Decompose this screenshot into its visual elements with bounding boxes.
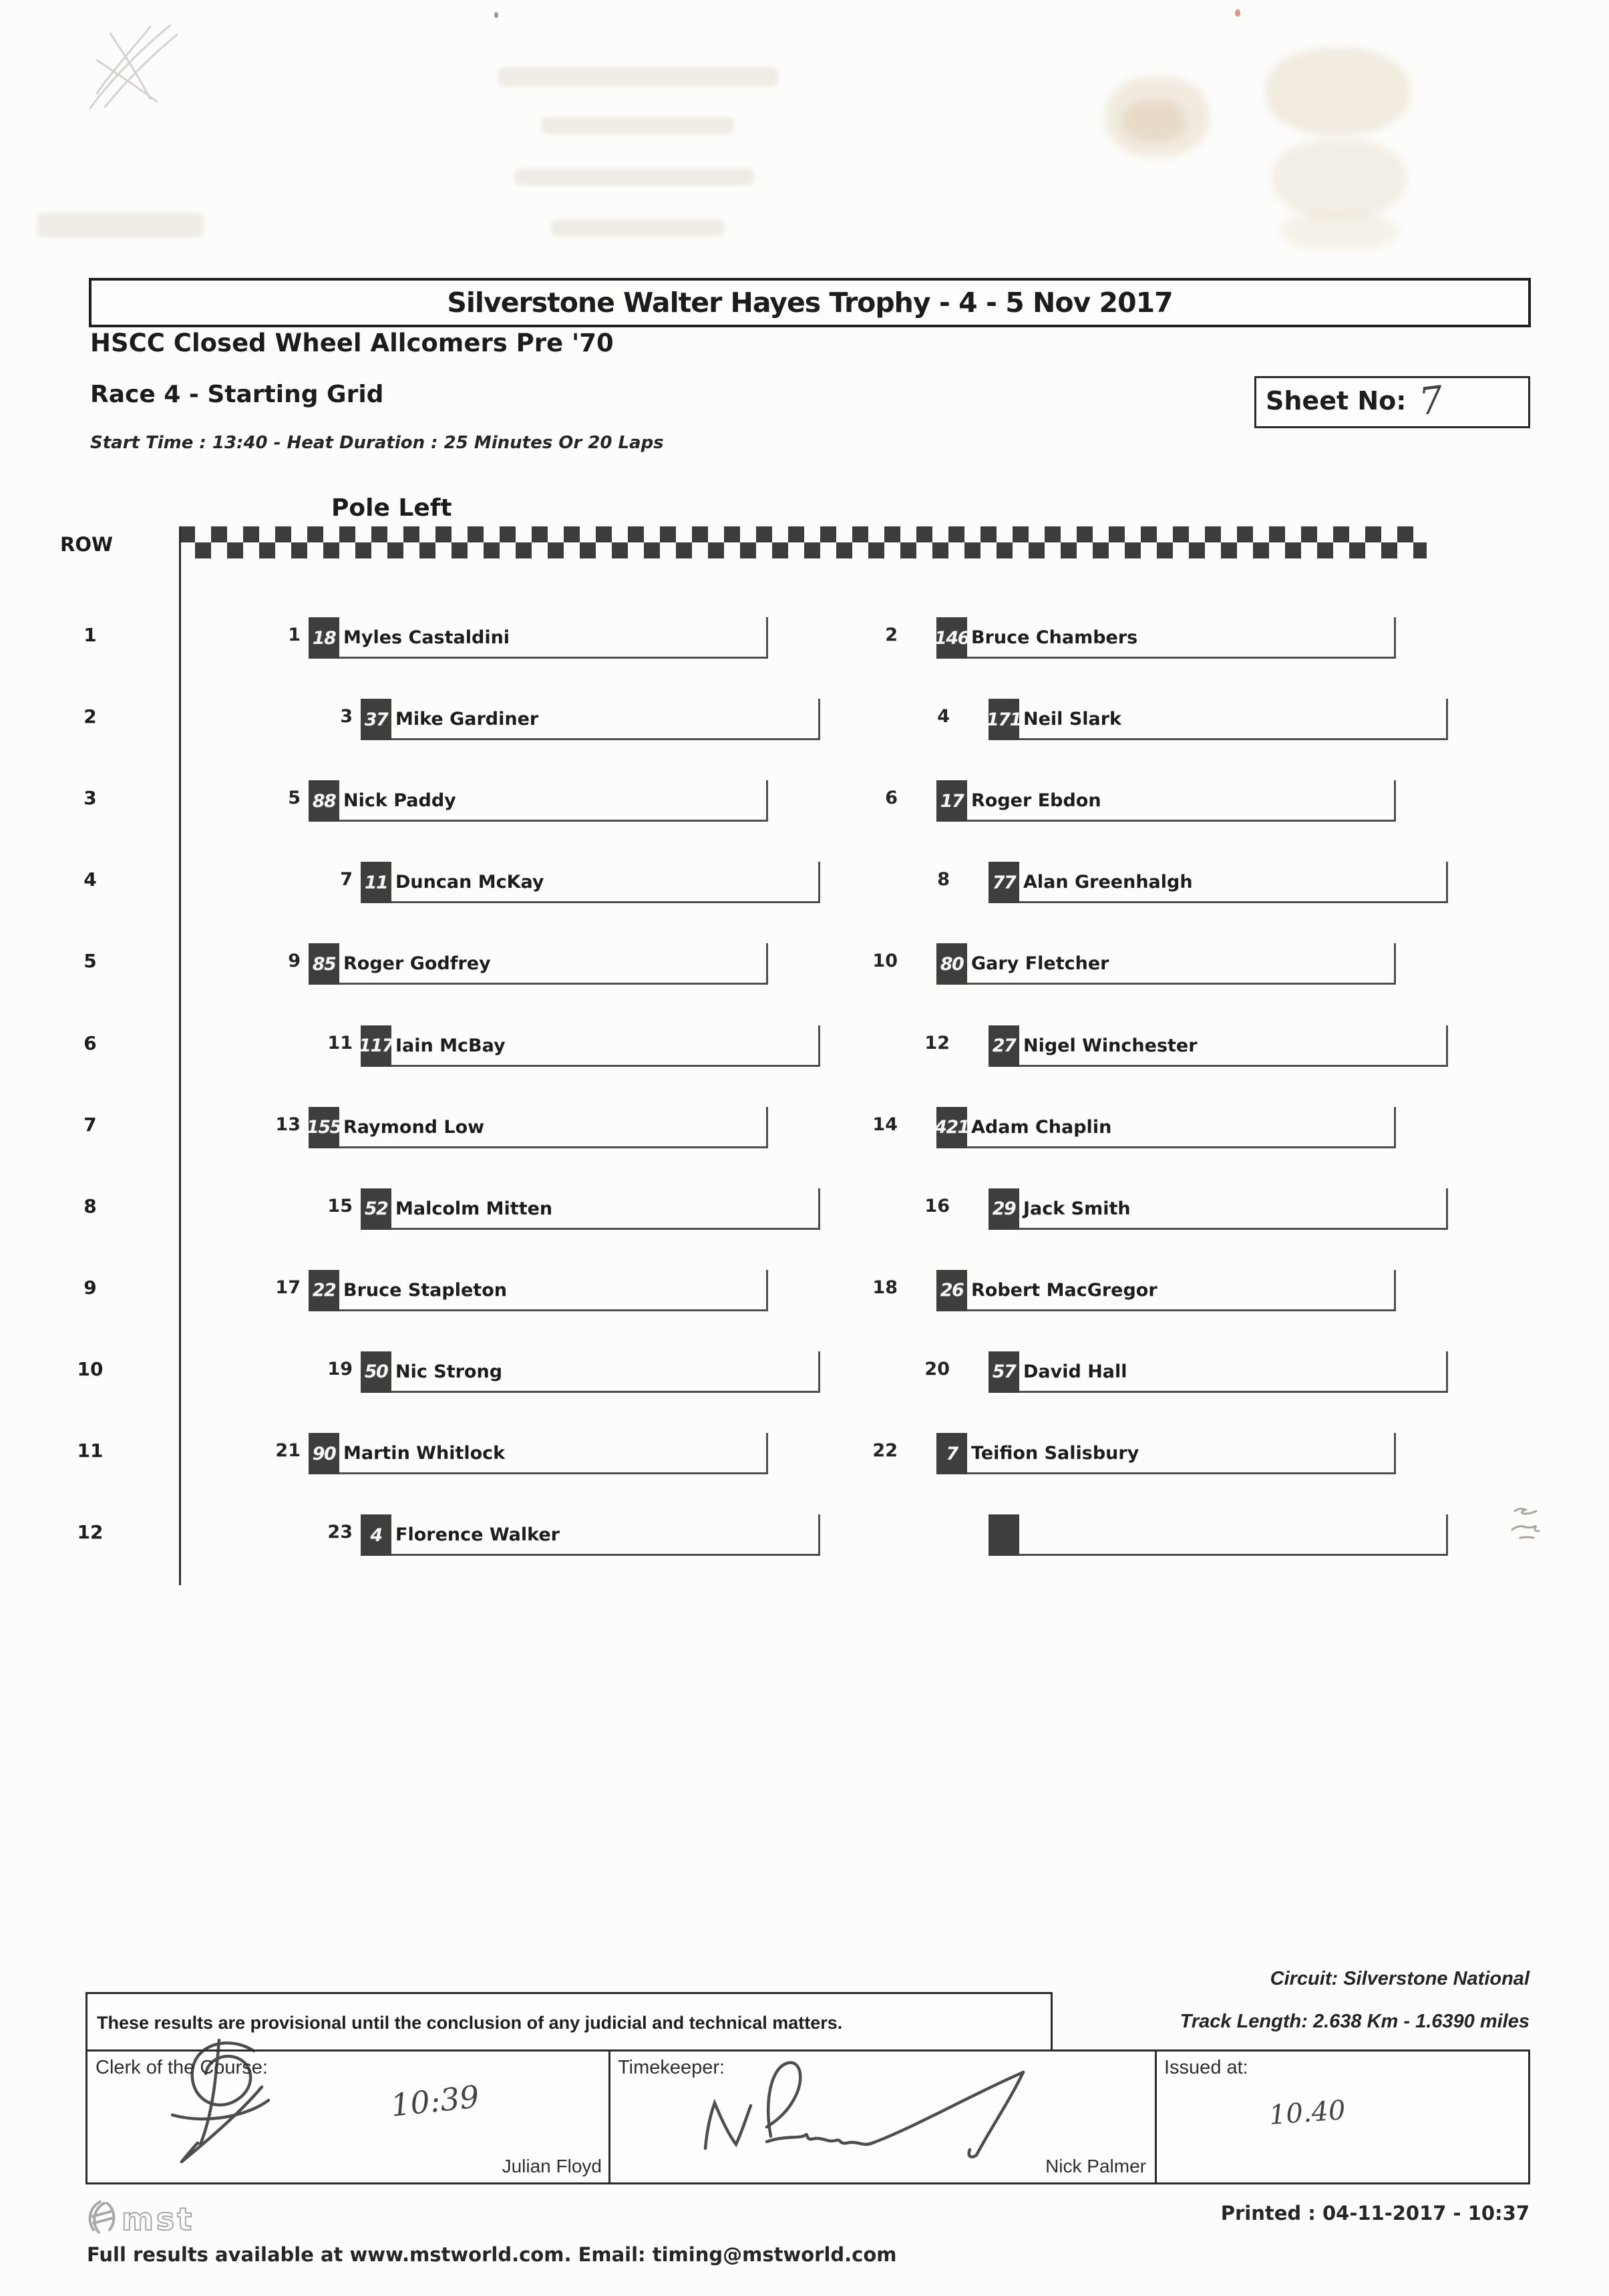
car-number-box xyxy=(989,1188,1019,1230)
car-number: 29 xyxy=(992,1198,1016,1220)
grid-slot-end-tick xyxy=(766,943,768,985)
event-title: Silverstone Walter Hayes Trophy - 4 - 5 Nov 2017 xyxy=(447,287,1173,319)
driver-name: Raymond Low xyxy=(343,1116,485,1138)
car-number-box xyxy=(989,1351,1019,1393)
grid-slot-underline xyxy=(989,738,1448,740)
mst-logo-text: mst xyxy=(122,2201,195,2237)
car-number-box xyxy=(361,1351,391,1393)
grid-slot-end-tick xyxy=(1394,780,1396,822)
full-results-info: Full results available at www.mstworld.com. Email: timing@mstworld.com xyxy=(87,2243,897,2266)
car-number: 11 xyxy=(364,872,388,893)
car-number: 52 xyxy=(364,1198,388,1220)
grid-slot-end-tick xyxy=(1394,943,1396,985)
grid-slot-underline xyxy=(989,901,1448,903)
grid-position: 21 xyxy=(275,1440,301,1461)
car-number: 77 xyxy=(992,872,1016,893)
grid-slot-underline xyxy=(936,1146,1396,1148)
driver-name: Nick Paddy xyxy=(343,790,456,812)
car-number-box xyxy=(936,1433,967,1474)
car-number-box xyxy=(309,617,339,659)
start-time-info: Start Time : 13:40 - Heat Duration : 25 Minutes Or 20 Laps xyxy=(90,433,664,453)
grid-slot-end-tick xyxy=(818,699,820,740)
grid-position: 11 xyxy=(327,1032,353,1053)
grid-position: 1 xyxy=(288,625,301,645)
grid-slot-underline xyxy=(309,983,768,985)
car-number-box xyxy=(936,1270,967,1311)
signature-cell-divider xyxy=(608,2052,610,2182)
car-number: 80 xyxy=(940,953,964,975)
grid-slot-end-tick xyxy=(818,1025,820,1067)
car-number: 146 xyxy=(934,627,969,649)
grid-position: 17 xyxy=(275,1277,301,1298)
car-number: 17 xyxy=(940,790,964,812)
grid-slot-end-tick xyxy=(1394,1433,1396,1474)
driver-name: Roger Godfrey xyxy=(343,953,491,975)
grid-position: 15 xyxy=(327,1195,353,1216)
grid-row-label: 1 xyxy=(83,624,97,646)
grid-slot-end-tick xyxy=(1446,862,1448,903)
circuit-info: Circuit: Silverstone National xyxy=(1270,1968,1530,1989)
grid-row-label: 9 xyxy=(83,1276,97,1299)
car-number-box xyxy=(936,780,967,822)
grid-slot-underline xyxy=(309,820,768,822)
grid-row-label: 8 xyxy=(83,1194,97,1217)
grid-position: 7 xyxy=(340,869,353,890)
grid-slot-underline xyxy=(309,1146,768,1148)
grid-slot-underline xyxy=(361,1391,820,1393)
grid-position: 14 xyxy=(872,1114,898,1135)
clerk-time-handwritten: 10:39 xyxy=(389,2078,482,2124)
grid-slot-end-tick xyxy=(766,1107,768,1148)
car-number-box xyxy=(989,1025,1019,1067)
car-number-box xyxy=(936,943,967,985)
car-number: 155 xyxy=(307,1117,341,1138)
driver-name: Myles Castaldini xyxy=(343,627,510,648)
car-number: 37 xyxy=(364,709,388,730)
car-number-box xyxy=(309,943,339,985)
car-number-box xyxy=(936,1107,967,1148)
grid-position: 22 xyxy=(872,1440,898,1461)
grid-slot-underline xyxy=(936,1472,1396,1474)
grid-position: 13 xyxy=(275,1114,301,1135)
grid-slot-end-tick xyxy=(818,1188,820,1230)
grid-slot-underline xyxy=(936,1309,1396,1311)
grid-row-label: 4 xyxy=(83,868,97,891)
grid-slot-underline xyxy=(989,1228,1448,1230)
mst-logo xyxy=(84,2196,218,2238)
grid-slot-end-tick xyxy=(766,780,768,822)
grid-row-label: 6 xyxy=(83,1031,97,1054)
clerk-signature xyxy=(154,2029,304,2176)
car-number: 117 xyxy=(359,1035,393,1056)
grid-position: 23 xyxy=(327,1522,353,1543)
car-number: 421 xyxy=(934,1117,969,1138)
car-number-box xyxy=(989,1514,1019,1556)
grid-slot-underline xyxy=(361,1554,820,1556)
driver-name: Adam Chaplin xyxy=(971,1116,1112,1138)
grid-slot-end-tick xyxy=(818,862,820,903)
driver-name: Malcolm Mitten xyxy=(395,1198,553,1219)
timekeeper-label: Timekeeper: xyxy=(618,2057,725,2078)
timekeeper-signature xyxy=(688,2056,1052,2173)
grid-position: 16 xyxy=(924,1195,950,1216)
grid-slot-end-tick xyxy=(1394,1107,1396,1148)
grid-slot-end-tick xyxy=(766,1433,768,1474)
driver-name: Robert MacGregor xyxy=(971,1279,1157,1301)
grid-slot-end-tick xyxy=(1394,1270,1396,1311)
car-number-box xyxy=(989,699,1019,740)
issued-at-label: Issued at: xyxy=(1164,2057,1248,2078)
driver-name: Mike Gardiner xyxy=(395,709,539,730)
car-number: 27 xyxy=(992,1035,1016,1056)
car-number-box xyxy=(361,1188,391,1230)
grid-slot-underline xyxy=(989,1554,1448,1556)
grid-slot-underline xyxy=(989,1391,1448,1393)
car-number: 22 xyxy=(312,1280,336,1301)
car-number-box xyxy=(361,699,391,740)
grid-position: 3 xyxy=(340,706,353,727)
grid-slot-underline xyxy=(936,657,1396,659)
driver-name: Roger Ebdon xyxy=(971,790,1101,812)
car-number-box xyxy=(309,1433,339,1474)
grid-position: 12 xyxy=(924,1032,950,1053)
grid-position: 9 xyxy=(288,951,301,972)
car-number-box xyxy=(936,617,967,659)
timekeeper-name: Nick Palmer xyxy=(1045,2156,1146,2176)
grid-slot-underline xyxy=(936,820,1396,822)
driver-name: Duncan McKay xyxy=(395,872,544,893)
grid-slot-underline xyxy=(361,1065,820,1067)
grid-position: 2 xyxy=(885,625,898,645)
grid-slot-underline xyxy=(361,1228,820,1230)
signature-cell-divider xyxy=(1155,2052,1157,2182)
car-number: 85 xyxy=(312,953,336,975)
car-number-box xyxy=(309,1270,339,1311)
grid-position: 10 xyxy=(872,951,898,972)
grid-row-label: 2 xyxy=(83,705,97,728)
grid-position: 5 xyxy=(288,788,301,809)
driver-name: David Hall xyxy=(1023,1361,1127,1382)
grid-slot-end-tick xyxy=(1446,1025,1448,1067)
car-number-box xyxy=(989,862,1019,903)
grid-row-label: 10 xyxy=(77,1357,104,1380)
grid-slot-end-tick xyxy=(1394,617,1396,659)
car-number: 26 xyxy=(940,1280,964,1301)
grid-slot-underline xyxy=(309,1472,768,1474)
grid-slot-end-tick xyxy=(1446,1351,1448,1393)
grid-slot-end-tick xyxy=(818,1351,820,1393)
grid-position: 20 xyxy=(924,1358,950,1379)
grid-row-label: 3 xyxy=(83,787,97,810)
driver-name: Florence Walker xyxy=(395,1524,560,1546)
grid-slot-end-tick xyxy=(818,1514,820,1556)
grid-slot-underline xyxy=(309,657,768,659)
grid-slot-end-tick xyxy=(1446,699,1448,740)
car-number: 90 xyxy=(312,1443,336,1464)
car-number-box xyxy=(361,862,391,903)
car-number: 18 xyxy=(312,627,336,649)
car-number: 50 xyxy=(364,1361,388,1383)
car-number: 88 xyxy=(312,790,336,812)
car-number: 171 xyxy=(987,709,1021,730)
driver-name: Neil Slark xyxy=(1023,709,1122,730)
provisional-note: These results are provisional until the conclusion of any judicial and technical matters. xyxy=(97,2012,843,2033)
car-number-box xyxy=(309,1107,339,1148)
grid-slot-underline xyxy=(361,738,820,740)
sheet-number-label: Sheet No: xyxy=(1266,386,1407,416)
clerk-label: Clerk of the Course: xyxy=(96,2057,268,2078)
driver-name: Bruce Stapleton xyxy=(343,1279,507,1301)
grid-position: 19 xyxy=(327,1358,353,1379)
grid-row-label: 5 xyxy=(83,950,97,973)
grid-slot-underline xyxy=(361,901,820,903)
driver-name: Gary Fletcher xyxy=(971,953,1109,975)
grid-row-label: 11 xyxy=(77,1440,104,1462)
pole-side-label: Pole Left xyxy=(331,494,452,522)
grid-slot-end-tick xyxy=(1446,1188,1448,1230)
issued-time-handwritten: 10.40 xyxy=(1268,2095,1347,2131)
grid-slot-underline xyxy=(309,1309,768,1311)
driver-name: Iain McBay xyxy=(395,1035,506,1056)
driver-name: Teifion Salisbury xyxy=(971,1443,1139,1464)
grid-slot-end-tick xyxy=(1446,1514,1448,1556)
sheet-number-handwritten: 7 xyxy=(1417,378,1446,424)
driver-name: Jack Smith xyxy=(1023,1198,1131,1219)
car-number: 57 xyxy=(992,1361,1016,1383)
grid-row-label: 7 xyxy=(83,1113,97,1136)
series-name: HSCC Closed Wheel Allcomers Pre '70 xyxy=(90,329,614,357)
grid-position: 18 xyxy=(872,1277,898,1298)
car-number: 7 xyxy=(946,1443,958,1464)
grid-slot-end-tick xyxy=(766,617,768,659)
row-column-header: ROW xyxy=(60,533,113,556)
car-number-box xyxy=(309,780,339,822)
driver-name: Alan Greenhalgh xyxy=(1023,872,1193,893)
driver-name: Nic Strong xyxy=(395,1361,503,1382)
car-number: 4 xyxy=(370,1524,382,1546)
track-length-info: Track Length: 2.638 Km - 1.6390 miles xyxy=(1180,2011,1530,2032)
grid-row-label: 12 xyxy=(77,1521,104,1544)
race-name: Race 4 - Starting Grid xyxy=(90,381,384,408)
grid-position: 8 xyxy=(937,869,950,890)
driver-name: Bruce Chambers xyxy=(971,627,1138,648)
grid-position: 4 xyxy=(937,706,950,727)
grid-slot-end-tick xyxy=(766,1270,768,1311)
grid-slot-underline xyxy=(989,1065,1448,1067)
driver-name: Nigel Winchester xyxy=(1023,1035,1198,1056)
car-number-box xyxy=(361,1514,391,1556)
car-number-box xyxy=(361,1025,391,1067)
clerk-name: Julian Floyd xyxy=(502,2156,602,2176)
printed-timestamp: Printed : 04-11-2017 - 10:37 xyxy=(1220,2202,1530,2225)
grid-position: 6 xyxy=(885,788,898,809)
grid-slot-underline xyxy=(936,983,1396,985)
driver-name: Martin Whitlock xyxy=(343,1443,506,1464)
